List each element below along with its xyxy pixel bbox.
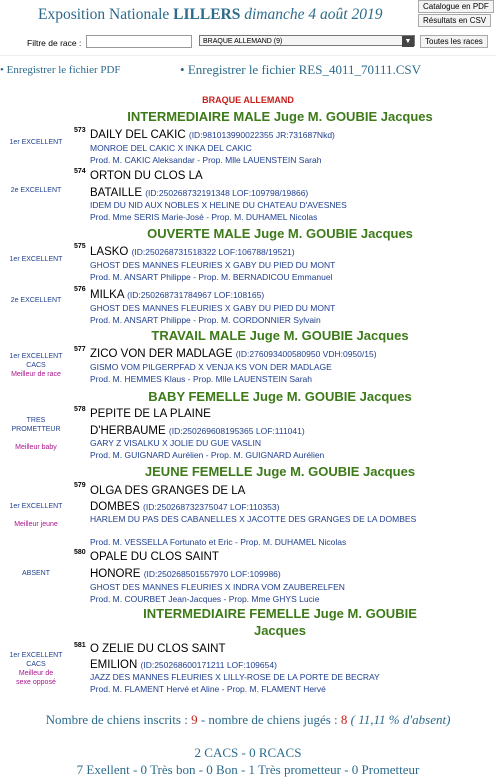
result-cell: 1er EXCELLENT [9,139,63,146]
class-title: OUVERTE MALE Juge M. GOUBIE Jacques [147,226,413,241]
dog-owner: Prod. M. HEMMES Klaus - Prop. Mlle LAUENSTEIN Sarah [90,374,313,384]
dog-name: ZICO VON DER MADLAGE (ID:276093400580950 VDH:0950/15) [90,348,377,360]
catalog-number: 576 [74,286,86,293]
result-cell: 2e EXCELLENT [10,187,62,194]
summary-grades: 7 Exellent - 0 Très bon - 0 Bon - 1 Très prometteur - 0 Prometteur [76,762,420,777]
award-label: Meilleur jeune [14,521,58,528]
dog-name: LASKO (ID:250268731518322 LOF:106788/19521) [90,246,295,258]
title-city: LILLERS [173,6,241,23]
dog-parents: HARLEM DU PAS DES CABANELLES X JACOTTE DES GRANGES DE LA DOMBES [90,514,417,524]
result-cell: 1er EXCELLENT CACS Meilleur de sexe opposé [9,652,63,686]
dog-name: OLGA DES GRANGES DE LA [90,485,246,497]
dog-parents: GARY Z VISALKU X JOLIE DU GUE VASLIN [90,438,262,448]
dog-parents: JAZZ DES MANNES FLEURIES X LILLY-ROSE DE LA PORTE DE BECRAY [90,672,380,682]
catalog-number: 573 [74,127,86,134]
catalog-pdf-button[interactable]: Catalogue en PDF [418,0,494,13]
summary-cacs: 2 CACS - 0 RCACS [194,745,302,760]
bullet-icon: • [0,64,7,76]
dog-owner: Prod. Mme SERIS Marie-José - Prop. M. DUHAMEL Nicolas [90,212,318,222]
dog-owner: Prod. M. ANSART Philippe - Prop. M. BERNADICOU Emmanuel [90,272,333,282]
class-title: INTERMEDIAIRE FEMELLE Juge M. GOUBIE Jacques [143,606,417,638]
award-label: Meilleur de race [11,371,61,378]
title-prefix: Exposition Nationale [38,6,174,23]
breed-select[interactable] [199,35,415,46]
dog-name-cont: EMILION (ID:250268600171211 LOF:109654) [90,659,277,671]
dog-owner: Prod. M. COURBET Jean-Jacques - Prop. Mme GHYS Lucie [90,594,320,604]
dog-name-cont: DOMBES (ID:250268732375047 LOF:110353) [90,501,280,513]
dog-parents: GHOST DES MANNES FLEURIES X GABY DU PIED DU MONT [90,260,336,270]
bullet-icon: • [180,62,188,77]
catalog-number: 575 [74,243,86,250]
dog-name: MILKA (ID:250268731784967 LOF:108165) [90,289,265,301]
all-breeds-button[interactable]: Toutes les races [420,35,488,48]
result-cell: ABSENT [21,570,50,577]
results-csv-button[interactable]: Résultats en CSV [418,14,491,27]
dog-owner: Prod. M. GUIGNARD Aurélien - Prop. M. GUIGNARD Aurélien [90,450,325,460]
dog-parents: MONROE DEL CAKIC X INKA DEL CAKIC [90,143,252,153]
dog-owner: Prod. M. ANSART Philippe - Prop. M. CORDONNIER Sylvain [90,315,321,325]
dog-parents: GHOST DES MANNES FLEURIES X INDRA VOM ZAUBERELFEN [90,582,345,592]
dog-owner: Prod. M. CAKIC Aleksandar - Prop. Mlle LAUENSTEIN Sarah [90,155,322,165]
dog-owner: Prod. M. VESSELLA Fortunato et Eric - Prop. M. DUHAMEL Nicolas [90,537,347,547]
result-cell: 1er EXCELLENT [9,256,63,263]
result-cell: 1er EXCELLENT CACS Meilleur de race [0,352,72,379]
dog-name: OPALE DU CLOS SAINT [90,551,219,563]
title-date: dimanche 4 août 2019 [240,6,383,23]
breed-filter-input[interactable] [86,35,192,48]
dog-name: DAILY DEL CAKIC (ID:981013990022355 JR:731687Nkd) [90,129,335,141]
dog-name-cont: D'HERBAUME (ID:250269608195365 LOF:111041) [90,425,305,437]
save-pdf-link[interactable]: • Enregistrer le fichier PDF [0,64,121,76]
award-label: Meilleur baby [15,444,57,451]
result-cell: TRES PROMETTEUR Meilleur baby [0,416,72,452]
dog-name-cont: HONORE (ID:250268501557970 LOF:109986) [90,568,281,580]
breed-title: BRAQUE ALLEMAND [202,95,294,105]
class-title: JEUNE FEMELLE Juge M. GOUBIE Jacques [144,464,416,479]
class-title: INTERMEDIAIRE MALE Juge M. GOUBIE Jacques [127,109,433,124]
dog-owner: Prod. M. FLAMENT Hervé et Aline - Prop. M. FLAMENT Hervé [90,684,326,694]
chevron-down-icon[interactable]: ▼ [402,36,414,47]
class-title: TRAVAIL MALE Juge M. GOUBIE Jacques [151,328,409,343]
page-title [38,6,382,24]
class-title: BABY FEMELLE Juge M. GOUBIE Jacques [148,389,412,404]
dog-name: O ZELIE DU CLOS SAINT [90,643,226,655]
summary-counts: Nombre de chiens inscrits : 9 - nombre de chiens jugés : 8 ( 11,11 % d'absent) [45,712,451,727]
header-divider [0,55,496,56]
result-cell: 2e EXCELLENT [10,297,62,304]
award-label: Meilleur de sexe opposé [16,670,56,686]
dog-name: PEPITE DE LA PLAINE [90,408,211,420]
save-csv-link[interactable]: • Enregistrer le fichier RES_4011_70111.CSV [180,62,422,77]
result-cell: 1er EXCELLENT Meilleur jeune [0,502,72,529]
dog-parents: GHOST DES MANNES FLEURIES X GABY DU PIED DU MONT [90,303,336,313]
catalog-number: 579 [74,482,86,489]
dog-parents: IDEM DU NID AUX NOBLES X HELINE DU CHATEAU D'AVESNES [90,200,347,210]
catalog-number: 574 [74,168,86,175]
catalog-number: 578 [74,406,86,413]
catalog-number: 580 [74,549,86,556]
dog-name: ORTON DU CLOS LA [90,170,203,182]
catalog-number: 581 [74,642,86,649]
dog-parents: GISMO VOM PILGERPFAD X VENJA KS VON DER MADLAGE [90,362,332,372]
catalog-number: 577 [74,346,86,353]
dog-name-cont: BATAILLE (ID:250268732191348 LOF:109798/19866) [90,187,309,199]
breed-select-value: BRAQUE ALLEMAND (9) [203,38,283,45]
filter-label: Filtre de race : [27,38,82,48]
